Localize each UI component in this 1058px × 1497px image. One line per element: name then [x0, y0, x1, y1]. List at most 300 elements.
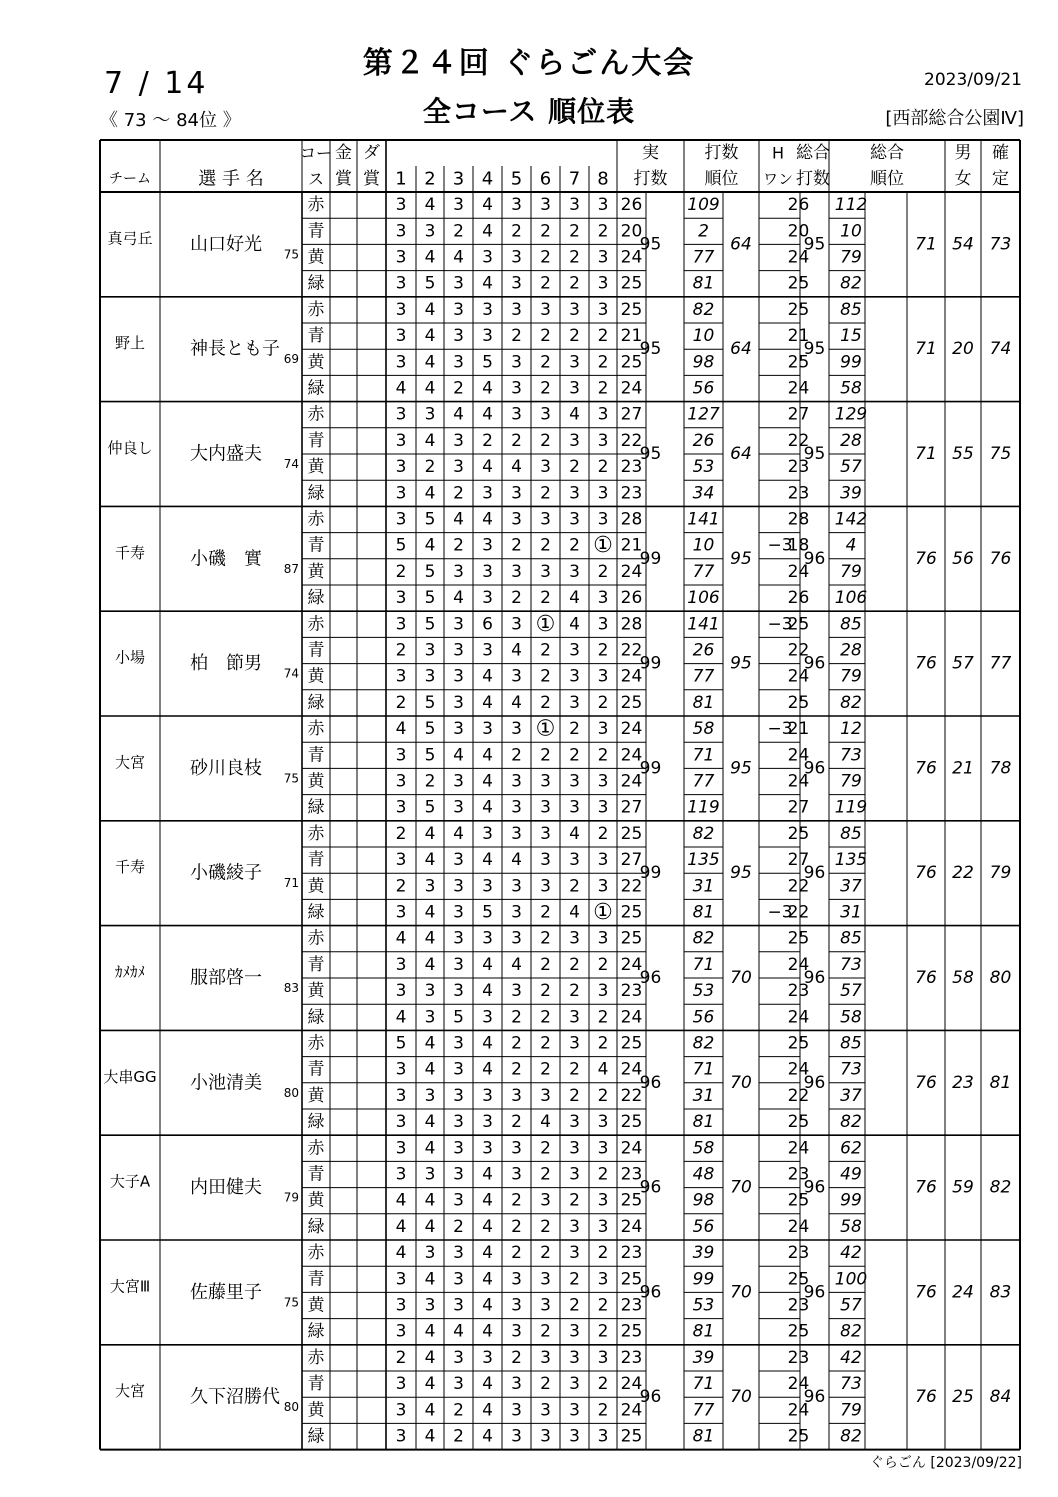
round-score: 24	[620, 378, 643, 399]
hole-score: 4	[453, 588, 464, 609]
hole-score: 2	[540, 247, 551, 268]
hole-score: 4	[424, 299, 436, 320]
round-rank: 82	[692, 299, 715, 320]
jitsu-total: 95	[639, 444, 662, 464]
round-rank: 77	[692, 1400, 715, 1421]
hole-score: 2	[569, 876, 580, 897]
hole-score: 3	[395, 352, 407, 373]
hole-score: 2	[511, 1216, 522, 1237]
adjusted-rank: 37	[840, 876, 862, 897]
hole-score: 2	[511, 745, 522, 766]
player-age: 80	[283, 1085, 299, 1100]
round-rank: 99	[692, 1269, 715, 1290]
hole-score: 3	[597, 1269, 609, 1290]
hole-score: 3	[482, 483, 493, 504]
total-rank: 71	[915, 444, 937, 464]
hole-score: 3	[511, 614, 522, 635]
hole-score: 3	[395, 1321, 407, 1342]
hole-score: 3	[395, 1059, 407, 1080]
hole-score: 3	[395, 326, 407, 347]
hole-score: 2	[597, 745, 609, 766]
col-hwan: ワン	[762, 170, 794, 188]
round-rank: 135	[687, 850, 720, 871]
hole-score: 4	[569, 588, 580, 609]
team-name: 小場	[114, 648, 146, 667]
round-score: 24	[620, 1138, 643, 1159]
jitsu-total: 96	[639, 1387, 662, 1408]
hole-score: 3	[453, 273, 464, 294]
round-score: 26	[620, 195, 643, 216]
col-sex-rank: 男	[954, 143, 972, 163]
col-jitsu: 実	[642, 143, 659, 163]
hole-score: 3	[569, 692, 580, 713]
hole-score: 3	[597, 588, 609, 609]
hole-score: 3	[453, 1190, 464, 1211]
round-rank: 98	[692, 1190, 715, 1211]
hole-score: 3	[424, 1164, 436, 1185]
adjusted-rank: 28	[840, 640, 862, 661]
jitsu-total: 96	[639, 1177, 662, 1198]
course-name: 緑	[307, 273, 325, 294]
hole-score: 4	[424, 1112, 436, 1133]
adjusted-score: 24	[787, 1059, 810, 1080]
col-hole-6: 6	[539, 168, 552, 190]
round-score: 24	[620, 1400, 643, 1421]
hole-score: 2	[540, 981, 551, 1002]
hole-score: 2	[395, 692, 407, 713]
hole-score: 2	[540, 273, 551, 294]
hole-score: 4	[569, 902, 580, 923]
hole-score: 3	[424, 666, 436, 687]
hole-score: 5	[424, 588, 436, 609]
course-name: 緑	[307, 1216, 325, 1237]
hole-score: 3	[511, 719, 522, 740]
hole-score: 4	[482, 273, 493, 294]
hole-score: 3	[569, 561, 580, 582]
round-rank: 81	[692, 1426, 715, 1447]
course-name: 青	[307, 640, 325, 661]
hole-score: 4	[424, 195, 436, 216]
adjusted-rank: 79	[840, 1400, 862, 1421]
course-name: 青	[307, 535, 325, 556]
hole-score: 2	[569, 273, 580, 294]
player-age: 69	[283, 352, 299, 367]
hole-score: 3	[597, 1112, 609, 1133]
hole-score: 2	[597, 640, 609, 661]
jitsu-total: 99	[639, 758, 662, 779]
adjusted-rank: 135	[834, 850, 868, 871]
hole-score: 3	[453, 1269, 464, 1290]
hole-score: 3	[395, 614, 407, 635]
hole-score: 2	[511, 535, 522, 556]
hole-score: 3	[597, 876, 609, 897]
hole-score: 2	[569, 247, 580, 268]
hole-score: 3	[482, 876, 493, 897]
hole-score: 3	[597, 719, 609, 740]
hole-score: 3	[511, 1374, 522, 1395]
adjusted-rank: 82	[840, 692, 862, 713]
hole-score: 3	[597, 771, 609, 792]
hole-score: 3	[482, 1112, 493, 1133]
hole-score: 3	[453, 299, 464, 320]
hole-score: 4	[482, 771, 493, 792]
hole-score: 2	[540, 430, 551, 451]
round-rank: 81	[692, 692, 715, 713]
hole-score: 4	[453, 247, 464, 268]
hole-score: 2	[569, 535, 580, 556]
col-hole-4: 4	[481, 168, 494, 190]
adjusted-rank: 28	[840, 430, 862, 451]
hole-score: 3	[540, 850, 551, 871]
hole-score: 3	[597, 1216, 609, 1237]
adjusted-rank: 73	[840, 1374, 862, 1395]
round-rank: 53	[692, 981, 715, 1002]
final-rank: 76	[989, 548, 1012, 569]
hole-score: 4	[395, 1007, 407, 1028]
course-name: 赤	[307, 719, 325, 740]
team-name: 野上	[114, 334, 146, 353]
course-name: 青	[307, 1059, 325, 1080]
col-dasu-rank: 打数	[704, 143, 739, 163]
hole-score: 4	[482, 195, 493, 216]
hole-score: 4	[424, 1216, 436, 1237]
hole-score: 4	[540, 1112, 551, 1133]
hole-score: 3	[569, 1033, 580, 1054]
round-rank: 56	[692, 378, 715, 399]
course-name: 青	[307, 430, 325, 451]
player-name: 砂川良枝	[190, 757, 262, 779]
round-rank: 53	[692, 1295, 715, 1316]
course-name: 緑	[307, 1112, 325, 1133]
hole-score: 4	[424, 954, 436, 975]
hole-score: 3	[540, 1085, 551, 1106]
adjusted-score: 23	[787, 1347, 810, 1368]
adjusted-rank: 4	[845, 535, 857, 556]
hole-score: 3	[395, 404, 407, 425]
hole-score: 4	[511, 692, 522, 713]
adjusted-rank: 99	[840, 1190, 862, 1211]
hole-score: 3	[511, 195, 522, 216]
adjusted-rank: 10	[840, 221, 862, 242]
hole-score: 3	[569, 1164, 580, 1185]
round-rank: 26	[692, 640, 715, 661]
col-course: コー	[299, 143, 333, 163]
hole-score: 3	[511, 404, 522, 425]
col-gold: 金	[335, 143, 352, 163]
hole-score: 3	[453, 771, 464, 792]
hole-score: 2	[540, 1321, 551, 1342]
total-strokes: 96	[803, 548, 826, 569]
round-score: 24	[620, 247, 643, 268]
final-rank: 77	[989, 653, 1012, 674]
hole-score: 3	[511, 273, 522, 294]
hole-score: 4	[424, 1347, 436, 1368]
adjusted-score: 25	[787, 928, 810, 949]
col-da: ダ	[363, 143, 380, 163]
hole-score: 2	[540, 483, 551, 504]
round-score: 24	[620, 561, 643, 582]
course-name: 青	[307, 221, 325, 242]
hole-score: 3	[453, 1347, 464, 1368]
hole-score: 4	[424, 483, 436, 504]
adjusted-score: 25	[787, 1321, 810, 1342]
round-score: 25	[620, 273, 643, 294]
course-name: 緑	[307, 797, 325, 818]
adjusted-score: 24	[787, 247, 810, 268]
hole-score: 3	[482, 928, 493, 949]
adjusted-score: 24	[787, 561, 810, 582]
adjusted-score: 24	[787, 954, 810, 975]
hole-score: 2	[540, 588, 551, 609]
hole-score: 2	[540, 221, 551, 242]
hole-score: 3	[395, 299, 407, 320]
course-name: 青	[307, 954, 325, 975]
hole-score: 3	[511, 666, 522, 687]
sex-rank: 56	[952, 548, 974, 569]
adjusted-score: 24	[787, 771, 810, 792]
adjusted-score: 22	[787, 1085, 810, 1106]
page-subtitle: 全コース 順位表	[422, 95, 636, 128]
adjusted-score: 23	[787, 1164, 810, 1185]
hole-score: 2	[569, 457, 580, 478]
hole-score: 3	[482, 640, 493, 661]
round-score: 25	[620, 1112, 643, 1133]
adjusted-score: 22	[787, 902, 810, 923]
hole-score: 4	[569, 823, 580, 844]
hole-score: 3	[453, 850, 464, 871]
hole-score: 6	[482, 614, 493, 635]
course-name: 緑	[307, 588, 325, 609]
hole-score: 3	[395, 981, 407, 1002]
round-score: 24	[620, 771, 643, 792]
hole-score: 3	[395, 1426, 407, 1447]
jitsu-rank: 64	[730, 444, 752, 464]
col-dasu-rank: 順位	[704, 169, 739, 189]
hole-score: 3	[569, 483, 580, 504]
hole-score: 3	[511, 1164, 522, 1185]
hole-score: 4	[453, 509, 464, 530]
course-name: 黄	[307, 771, 325, 792]
round-score: 24	[620, 1059, 643, 1080]
round-rank: 77	[692, 247, 715, 268]
total-rank: 76	[915, 1282, 937, 1303]
hole-score: 2	[597, 561, 609, 582]
hole-score: 3	[424, 1007, 436, 1028]
col-jitsu: 打数	[633, 169, 668, 189]
round-rank: 127	[687, 404, 720, 425]
hole-score: 2	[453, 378, 464, 399]
hole-score: 2	[540, 902, 551, 923]
hole-score: 3	[395, 954, 407, 975]
hole-score: 3	[453, 1295, 464, 1316]
hole-score: 3	[511, 771, 522, 792]
total-rank: 76	[915, 968, 937, 988]
course-name: 緑	[307, 902, 325, 923]
hole-score: 2	[395, 876, 407, 897]
hole-score: 3	[540, 1426, 551, 1447]
hole-score: 3	[511, 1400, 522, 1421]
hole-score: 5	[482, 352, 493, 373]
hole-score: 3	[569, 1138, 580, 1159]
hole-score: 2	[540, 1164, 551, 1185]
col-final: 確	[992, 143, 1009, 163]
hole-score: 3	[569, 640, 580, 661]
hole-score: 3	[395, 902, 407, 923]
round-score: 20	[620, 221, 643, 242]
total-rank: 76	[915, 1387, 937, 1408]
hole-score: 3	[597, 666, 609, 687]
adjusted-rank: 37	[840, 1085, 862, 1106]
hole-score: 3	[597, 299, 609, 320]
hole-score: 4	[424, 1269, 436, 1290]
hole-score: 4	[424, 928, 436, 949]
hole-score: 3	[569, 771, 580, 792]
hole-score: 3	[453, 1243, 464, 1264]
hole-score: 4	[597, 1059, 609, 1080]
hole-score: 4	[424, 1033, 436, 1054]
hole-score: 3	[569, 797, 580, 818]
hole-score: 3	[597, 1347, 609, 1368]
hole-score: 3	[597, 509, 609, 530]
hole-score: 3	[453, 614, 464, 635]
hole-score: 3	[395, 1374, 407, 1395]
col-total: 総合	[796, 143, 830, 163]
hole-score: 4	[482, 954, 493, 975]
hole-score: 4	[395, 1216, 407, 1237]
player-age: 75	[283, 247, 299, 262]
adjusted-score: 24	[787, 1007, 810, 1028]
hole-score: 2	[597, 326, 609, 347]
sex-rank: 58	[952, 968, 974, 988]
hole-score: 3	[395, 1269, 407, 1290]
hole-score: 2	[540, 1007, 551, 1028]
sex-rank: 59	[952, 1177, 974, 1198]
hole-score: 3	[482, 561, 493, 582]
hole-score: 2	[482, 430, 493, 451]
hole-score: 3	[453, 352, 464, 373]
hole-score: 4	[482, 1295, 493, 1316]
hole-score: 4	[482, 221, 493, 242]
hole-score: 3	[597, 850, 609, 871]
round-rank: 10	[692, 535, 715, 556]
round-rank: 141	[687, 614, 720, 635]
total-rank: 76	[915, 758, 937, 779]
adjusted-score: 21	[787, 326, 810, 347]
hole-score: 3	[395, 483, 407, 504]
hole-score: 3	[511, 509, 522, 530]
round-score: 24	[620, 745, 643, 766]
hole-score: 2	[569, 981, 580, 1002]
hole-score: 2	[540, 1374, 551, 1395]
total-rank: 76	[915, 548, 937, 569]
round-score: 21	[620, 535, 643, 556]
hole-score: 3	[511, 299, 522, 320]
total-strokes: 96	[803, 1177, 826, 1198]
hole-score: 4	[482, 1164, 493, 1185]
total-strokes: 95	[803, 339, 826, 360]
round-score: 25	[620, 1426, 643, 1447]
hole-score: 3	[511, 378, 522, 399]
hole-score: 3	[453, 326, 464, 347]
final-rank: 81	[989, 1072, 1012, 1093]
round-score: 25	[620, 902, 643, 923]
hole-score: 2	[597, 954, 609, 975]
round-rank: 71	[692, 1374, 715, 1395]
round-score: 24	[620, 719, 643, 740]
round-score: 25	[620, 1269, 643, 1290]
jitsu-rank: 95	[730, 863, 752, 884]
hole-score: 2	[540, 928, 551, 949]
round-rank: 56	[692, 1216, 715, 1237]
hole-score: 2	[453, 1400, 464, 1421]
hole-score: 2	[569, 1295, 580, 1316]
adjusted-score: 25	[787, 1033, 810, 1054]
hole-score: 5	[482, 902, 493, 923]
hole-score: 2	[597, 1085, 609, 1106]
adjusted-rank: 99	[840, 352, 862, 373]
player-name: 小磯 實	[190, 548, 262, 570]
hole-score: 3	[453, 1085, 464, 1106]
hole-score: 2	[597, 457, 609, 478]
course-name: 黄	[307, 561, 325, 582]
hole-score: 3	[569, 1007, 580, 1028]
adjusted-score: 24	[787, 1400, 810, 1421]
round-rank: 81	[692, 1112, 715, 1133]
course-name: 黄	[307, 876, 325, 897]
hole-score: 3	[569, 1426, 580, 1447]
hole-score: 3	[511, 981, 522, 1002]
hole-score: 4	[482, 1400, 493, 1421]
hole-score: 3	[424, 876, 436, 897]
hole-score: 3	[569, 1321, 580, 1342]
course-name: 黄	[307, 1400, 325, 1421]
adjusted-score: 26	[787, 195, 810, 216]
team-name: 真弓丘	[107, 229, 153, 248]
adjusted-rank: 79	[840, 561, 862, 582]
hole-score: 3	[597, 1138, 609, 1159]
round-score: 25	[620, 823, 643, 844]
adjusted-score: 25	[787, 823, 810, 844]
hole-score: 3	[540, 876, 551, 897]
hole-score: 3	[511, 823, 522, 844]
adjusted-rank: 85	[840, 614, 862, 635]
round-rank: 82	[692, 928, 715, 949]
hole-score: 3	[424, 1085, 436, 1106]
final-rank: 82	[989, 1177, 1012, 1198]
hole-score: 3	[569, 352, 580, 373]
hole-score: 2	[424, 457, 436, 478]
round-rank: 81	[692, 1321, 715, 1342]
round-rank: 77	[692, 666, 715, 687]
hole-score: 3	[540, 509, 551, 530]
hole-score: 3	[395, 1085, 407, 1106]
adjusted-rank: 57	[840, 457, 862, 478]
round-rank: 82	[692, 823, 715, 844]
hole-score: 3	[424, 404, 436, 425]
hole-score: 4	[424, 1190, 436, 1211]
hole-score: 3	[569, 195, 580, 216]
hole-score: 2	[569, 1085, 580, 1106]
adjusted-rank: 82	[840, 1426, 862, 1447]
hole-score: 4	[482, 1269, 493, 1290]
round-score: 22	[620, 876, 643, 897]
col-player: 選 手 名	[198, 168, 264, 190]
adjusted-score: 24	[787, 666, 810, 687]
total-rank: 76	[915, 653, 937, 674]
adjusted-rank: 82	[840, 1112, 862, 1133]
adjusted-rank: 42	[840, 1347, 862, 1368]
hole-score: 3	[424, 981, 436, 1002]
